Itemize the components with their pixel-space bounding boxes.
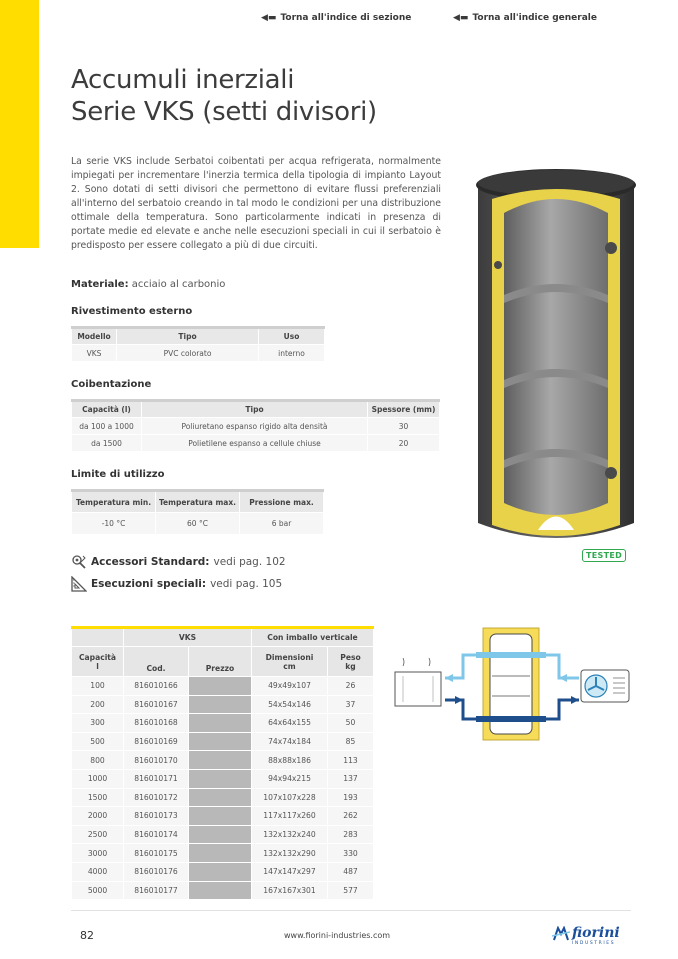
cell-cod: 816010173: [124, 807, 189, 826]
cell-cap: 1000: [72, 769, 124, 788]
cell-cod: 816010177: [124, 881, 189, 900]
cell-cod: 816010171: [124, 769, 189, 788]
col-capacita: Capacità l: [72, 647, 124, 677]
intro-paragraph: La serie VKS include Serbatoi coibentati per acqua refrigerata, normalmente impiegati per incrementare l'inerzia termica della tipologia di impianto Layout 2. Sono dotati di setti divisori che permettono di evitare flussi preferenziali all'interno del serbatoio creando in tal modo le condizioni per una distribuzione ottimale della temperatura. Sono particolarmente indicati in presenza di portate medie ed elevate e anche nelle esecuzioni speciali in cui il serbatoio è predisposto per essere collegato a più di due circuiti.: [71, 156, 441, 251]
cell-peso: 50: [328, 714, 374, 733]
table-row: [72, 807, 374, 826]
cell-peso: 577: [328, 881, 374, 900]
cell-cod: 816010172: [124, 788, 189, 807]
cell-price: [189, 751, 252, 770]
cell-cap: 300: [72, 714, 124, 733]
website-link[interactable]: www.fiorini-industries.com: [284, 931, 391, 940]
cell-cap: 2000: [72, 807, 124, 826]
cell-dim: 88x88x186: [252, 751, 328, 770]
cell-peso: 137: [328, 769, 374, 788]
back-to-general-index-link[interactable]: ◀▬ Torna all'indice generale: [453, 13, 597, 23]
table-row: [72, 714, 374, 733]
rivestimento-table: Modello Tipo Uso VKS PVC colorato interno: [71, 326, 325, 362]
col-dimensioni: Dimensioni cm: [252, 647, 328, 677]
back-arrow-icon: ◀▬: [453, 13, 469, 23]
table-row: VKS PVC colorato interno: [72, 345, 325, 362]
cell-cod: 816010174: [124, 825, 189, 844]
col-cod: Cod.: [124, 647, 189, 677]
cell-cap: 4000: [72, 862, 124, 881]
cell-price: [189, 825, 252, 844]
title-line-1: Accumuli inerziali: [71, 65, 295, 95]
rivestimento-heading: Rivestimento esterno: [71, 306, 193, 317]
cell-dim: 167x167x301: [252, 881, 328, 900]
cell-cap: 100: [72, 677, 124, 696]
cell-price: [189, 695, 252, 714]
table-row: [72, 751, 374, 770]
cell-peso: 85: [328, 732, 374, 751]
section-color-bar: [0, 0, 39, 248]
limite-table: Temperatura min. Temperatura max. Pressione max. -10 °C 60 °C 6 bar: [71, 489, 324, 535]
fiorini-logo: fiorini INDUSTRIES: [552, 922, 620, 946]
cell-peso: 193: [328, 788, 374, 807]
cell-dim: 117x117x260: [252, 807, 328, 826]
table-row: da 100 a 1000 Poliuretano espanso rigido alta densità 30: [72, 418, 440, 435]
cell-dim: 74x74x184: [252, 732, 328, 751]
cell-dim: 147x147x297: [252, 862, 328, 881]
cell-price: [189, 732, 252, 751]
cell-cap: 3000: [72, 844, 124, 863]
cell-cod: 816010168: [124, 714, 189, 733]
cell-price: [189, 881, 252, 900]
cell-price: [189, 714, 252, 733]
cell-cod: 816010170: [124, 751, 189, 770]
back-arrow-icon: ◀▬: [261, 13, 277, 23]
coibentazione-heading: Coibentazione: [71, 379, 152, 390]
limite-heading: Limite di utilizzo: [71, 469, 165, 480]
tank-cutaway-illustration: [470, 165, 642, 550]
cell-cap: 800: [72, 751, 124, 770]
table-row: [72, 732, 374, 751]
cell-cap: 5000: [72, 881, 124, 900]
cell-peso: 283: [328, 825, 374, 844]
table-row: [72, 677, 374, 696]
cell-cap: 500: [72, 732, 124, 751]
cell-peso: 113: [328, 751, 374, 770]
page-title: [71, 64, 377, 128]
tools-icon: [71, 554, 87, 570]
cell-peso: 262: [328, 807, 374, 826]
coibentazione-table: Capacità (l) Tipo Spessore (mm) da 100 a 1000 Poliuretano espanso rigido alta densità 30 da 1500 Polietilene espanso a cellule chiuse 20: [71, 399, 440, 452]
cell-dim: 49x49x107: [252, 677, 328, 696]
cell-cap: 1500: [72, 788, 124, 807]
cell-price: [189, 844, 252, 863]
cell-dim: 94x94x215: [252, 769, 328, 788]
cell-dim: 132x132x290: [252, 844, 328, 863]
table-row: [72, 788, 374, 807]
table-row: [72, 825, 374, 844]
cell-price: [189, 807, 252, 826]
cell-cod: 816010169: [124, 732, 189, 751]
page-number: 82: [80, 929, 94, 942]
cell-cod: 816010167: [124, 695, 189, 714]
cell-cod: 816010175: [124, 844, 189, 863]
hydraulic-schema-diagram: [393, 626, 633, 744]
set-square-icon: [71, 576, 87, 592]
tested-badge: TESTED: [582, 549, 626, 562]
product-table: [71, 626, 374, 900]
cell-price: [189, 769, 252, 788]
cell-peso: 330: [328, 844, 374, 863]
title-line-2: Serie VKS (setti divisori): [71, 97, 377, 127]
back-to-section-index-link[interactable]: ◀▬ Torna all'indice di sezione: [261, 13, 412, 23]
cell-price: [189, 677, 252, 696]
cell-dim: 132x132x240: [252, 825, 328, 844]
cell-price: [189, 788, 252, 807]
cell-cod: 816010166: [124, 677, 189, 696]
cell-dim: 107x107x228: [252, 788, 328, 807]
table-row: [72, 695, 374, 714]
table-row: [72, 881, 374, 900]
cell-cap: 200: [72, 695, 124, 714]
table-row: [72, 844, 374, 863]
cell-cap: 2500: [72, 825, 124, 844]
col-prezzo: Prezzo: [189, 647, 252, 677]
footer-divider: [71, 910, 631, 911]
table-row: [72, 862, 374, 881]
table-row: da 1500 Polietilene espanso a cellule chiuse 20: [72, 435, 440, 452]
esecuzioni-link[interactable]: Esecuzioni speciali: vedi pag. 105: [71, 576, 282, 592]
table-row: [72, 769, 374, 788]
cell-peso: 37: [328, 695, 374, 714]
group-imballo-header: Con imballo verticale: [252, 628, 374, 647]
table-row: -10 °C 60 °C 6 bar: [72, 513, 324, 535]
cell-peso: 487: [328, 862, 374, 881]
group-vks-header: VKS: [124, 628, 252, 647]
material-line: Materiale: acciaio al carbonio: [71, 279, 226, 290]
col-peso: Peso kg: [328, 647, 374, 677]
cell-dim: 54x54x146: [252, 695, 328, 714]
fiorini-logo-icon: [552, 926, 570, 942]
accessori-link[interactable]: Accessori Standard: vedi pag. 102: [71, 554, 286, 570]
cell-price: [189, 862, 252, 881]
cell-dim: 64x64x155: [252, 714, 328, 733]
cell-peso: 26: [328, 677, 374, 696]
cell-cod: 816010176: [124, 862, 189, 881]
